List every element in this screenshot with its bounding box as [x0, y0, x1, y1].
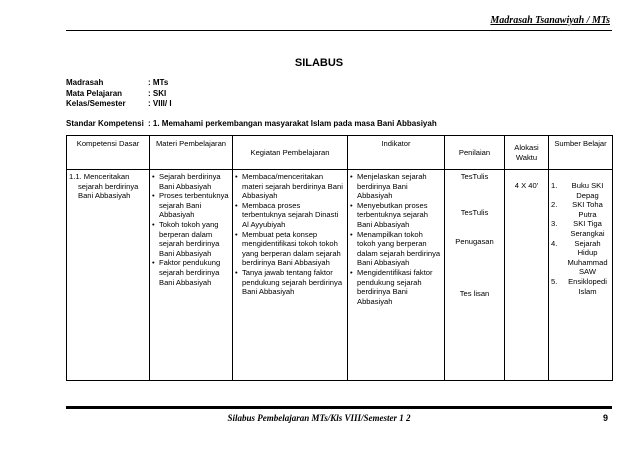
col-header-indikator: Indikator	[348, 136, 445, 170]
bullet-icon: •	[350, 267, 353, 277]
footer-text: Silabus Pembelajaran MTs/Kls VIII/Semester 1 2	[227, 413, 411, 423]
list-item: • Menampilkan tokoh tokoh yang berperan dalam sejarah berdirinya Bani Abbasiyah	[350, 229, 441, 268]
list-item: • Membaca proses terbentuknya sejarah Dinasti Al Ayyubiyah	[235, 200, 339, 229]
list-item: • Menjelaskan sejarah berdirinya Bani Abbasiyah	[350, 172, 427, 201]
list-item: • Tanya jawab tentang faktor pendukung sejarah berdirinya Bani Abbasiyah	[235, 267, 343, 297]
col-header-alokasi: Alokasi Waktu	[505, 136, 549, 170]
bullet-icon: •	[152, 258, 155, 268]
page-title: SILABUS	[294, 57, 344, 69]
list-item: • Faktor pendukung sejarah berdirinya Bani Abbasiyah	[152, 258, 221, 287]
cell-sumber	[549, 170, 613, 381]
col-header-kd: Kompetensi Dasar	[67, 136, 150, 170]
list-item: • Membuat peta konsep mengidentifikasi tokoh tokoh yang berperan dalam sejarah berdirinya Bani Abbasiyah	[235, 229, 341, 268]
meta-block	[66, 78, 172, 110]
table-row	[67, 170, 613, 381]
col-header-penilaian: Penilaian	[445, 136, 505, 170]
meta-row-kelas	[66, 99, 172, 110]
meta-value: : SKI	[148, 88, 167, 98]
bullet-icon: •	[235, 172, 238, 181]
meta-label: Kelas/Semester	[66, 99, 126, 108]
penilaian-item: Penugasan	[455, 237, 494, 247]
bullet-icon: •	[350, 172, 353, 181]
bullet-icon: •	[152, 219, 155, 229]
cell-materi	[150, 170, 233, 381]
col-header-materi: Materi Pembelajaran	[150, 136, 233, 170]
header-rule	[66, 30, 612, 31]
cell-kd	[67, 170, 150, 381]
col-header-kegiatan: Kegiatan Pembelajaran	[233, 136, 348, 170]
cell-kegiatan	[233, 170, 348, 381]
penilaian-item: TesTulis	[460, 172, 489, 181]
bullet-icon: •	[235, 200, 238, 210]
header-school-name: Madrasah Tsanawiyah / MTs	[490, 15, 610, 26]
meta-row-mapel	[66, 89, 172, 100]
footer-rule	[66, 406, 612, 409]
page-number: 9	[602, 413, 608, 423]
bullet-icon: •	[235, 267, 238, 277]
standard-kompetensi	[66, 119, 437, 128]
col-header-sumber: Sumber Belajar	[549, 136, 613, 170]
standard-value: : 1. Memahami perkembangan masyarakat Islam pada masa Bani Abbasiyah	[148, 119, 437, 128]
bullet-icon: •	[350, 200, 353, 210]
list-item: 4. Sejarah Hidup Muhammad SAW	[551, 238, 608, 277]
bullet-icon: •	[152, 191, 155, 201]
list-item: 5. Ensiklopedi Islam	[551, 276, 607, 296]
bullet-icon: •	[152, 172, 155, 181]
cell-alokasi: 4 X 40'	[505, 170, 549, 381]
cell-indikator	[348, 170, 445, 381]
meta-label: Mata Pelajaran	[66, 88, 123, 98]
list-item: • Tokoh tokoh yang berperan dalam sejarah berdirinya Bani Abbasiyah	[152, 219, 220, 258]
cell-penilaian	[445, 170, 505, 381]
list-item: 3. SKI Tiga Serangkai	[551, 219, 605, 238]
kd-text: 1.1. Menceritakan sejarah berdirinya Bani Abbasiyah	[69, 172, 139, 201]
list-item: 1. Buku SKI Depag	[551, 181, 604, 200]
meta-value: : VIII/ I	[148, 99, 172, 108]
list-item: 2. SKI Toha Putra	[551, 200, 603, 219]
list-item: • Proses terbentuknya sejarah Bani Abbasiyah	[152, 191, 229, 220]
meta-value: : MTs	[148, 78, 169, 87]
list-item: • Menyebutkan proses terbentuknya sejarah Bani Abbasiyah	[350, 200, 428, 229]
list-item: • Sejarah berdirinya Bani Abbasiyah	[152, 172, 221, 191]
standard-label: Standar Kompetensi	[66, 119, 144, 128]
bullet-icon: •	[350, 229, 353, 239]
table-header-row	[67, 136, 613, 170]
penilaian-item: Tes lisan	[459, 288, 490, 298]
penilaian-item: TesTulis	[460, 207, 489, 217]
bullet-icon: •	[235, 229, 238, 239]
silabus-table	[66, 135, 613, 381]
meta-row-madrasah	[66, 78, 172, 89]
list-item: • Membaca/menceritakan materi sejarah berdirinya Bani Abbasiyah	[235, 172, 343, 201]
meta-label: Madrasah	[66, 78, 104, 87]
list-item: • Mengidentifikasi faktor pendukung sejarah berdirinya Bani Abbasiyah	[350, 267, 433, 306]
